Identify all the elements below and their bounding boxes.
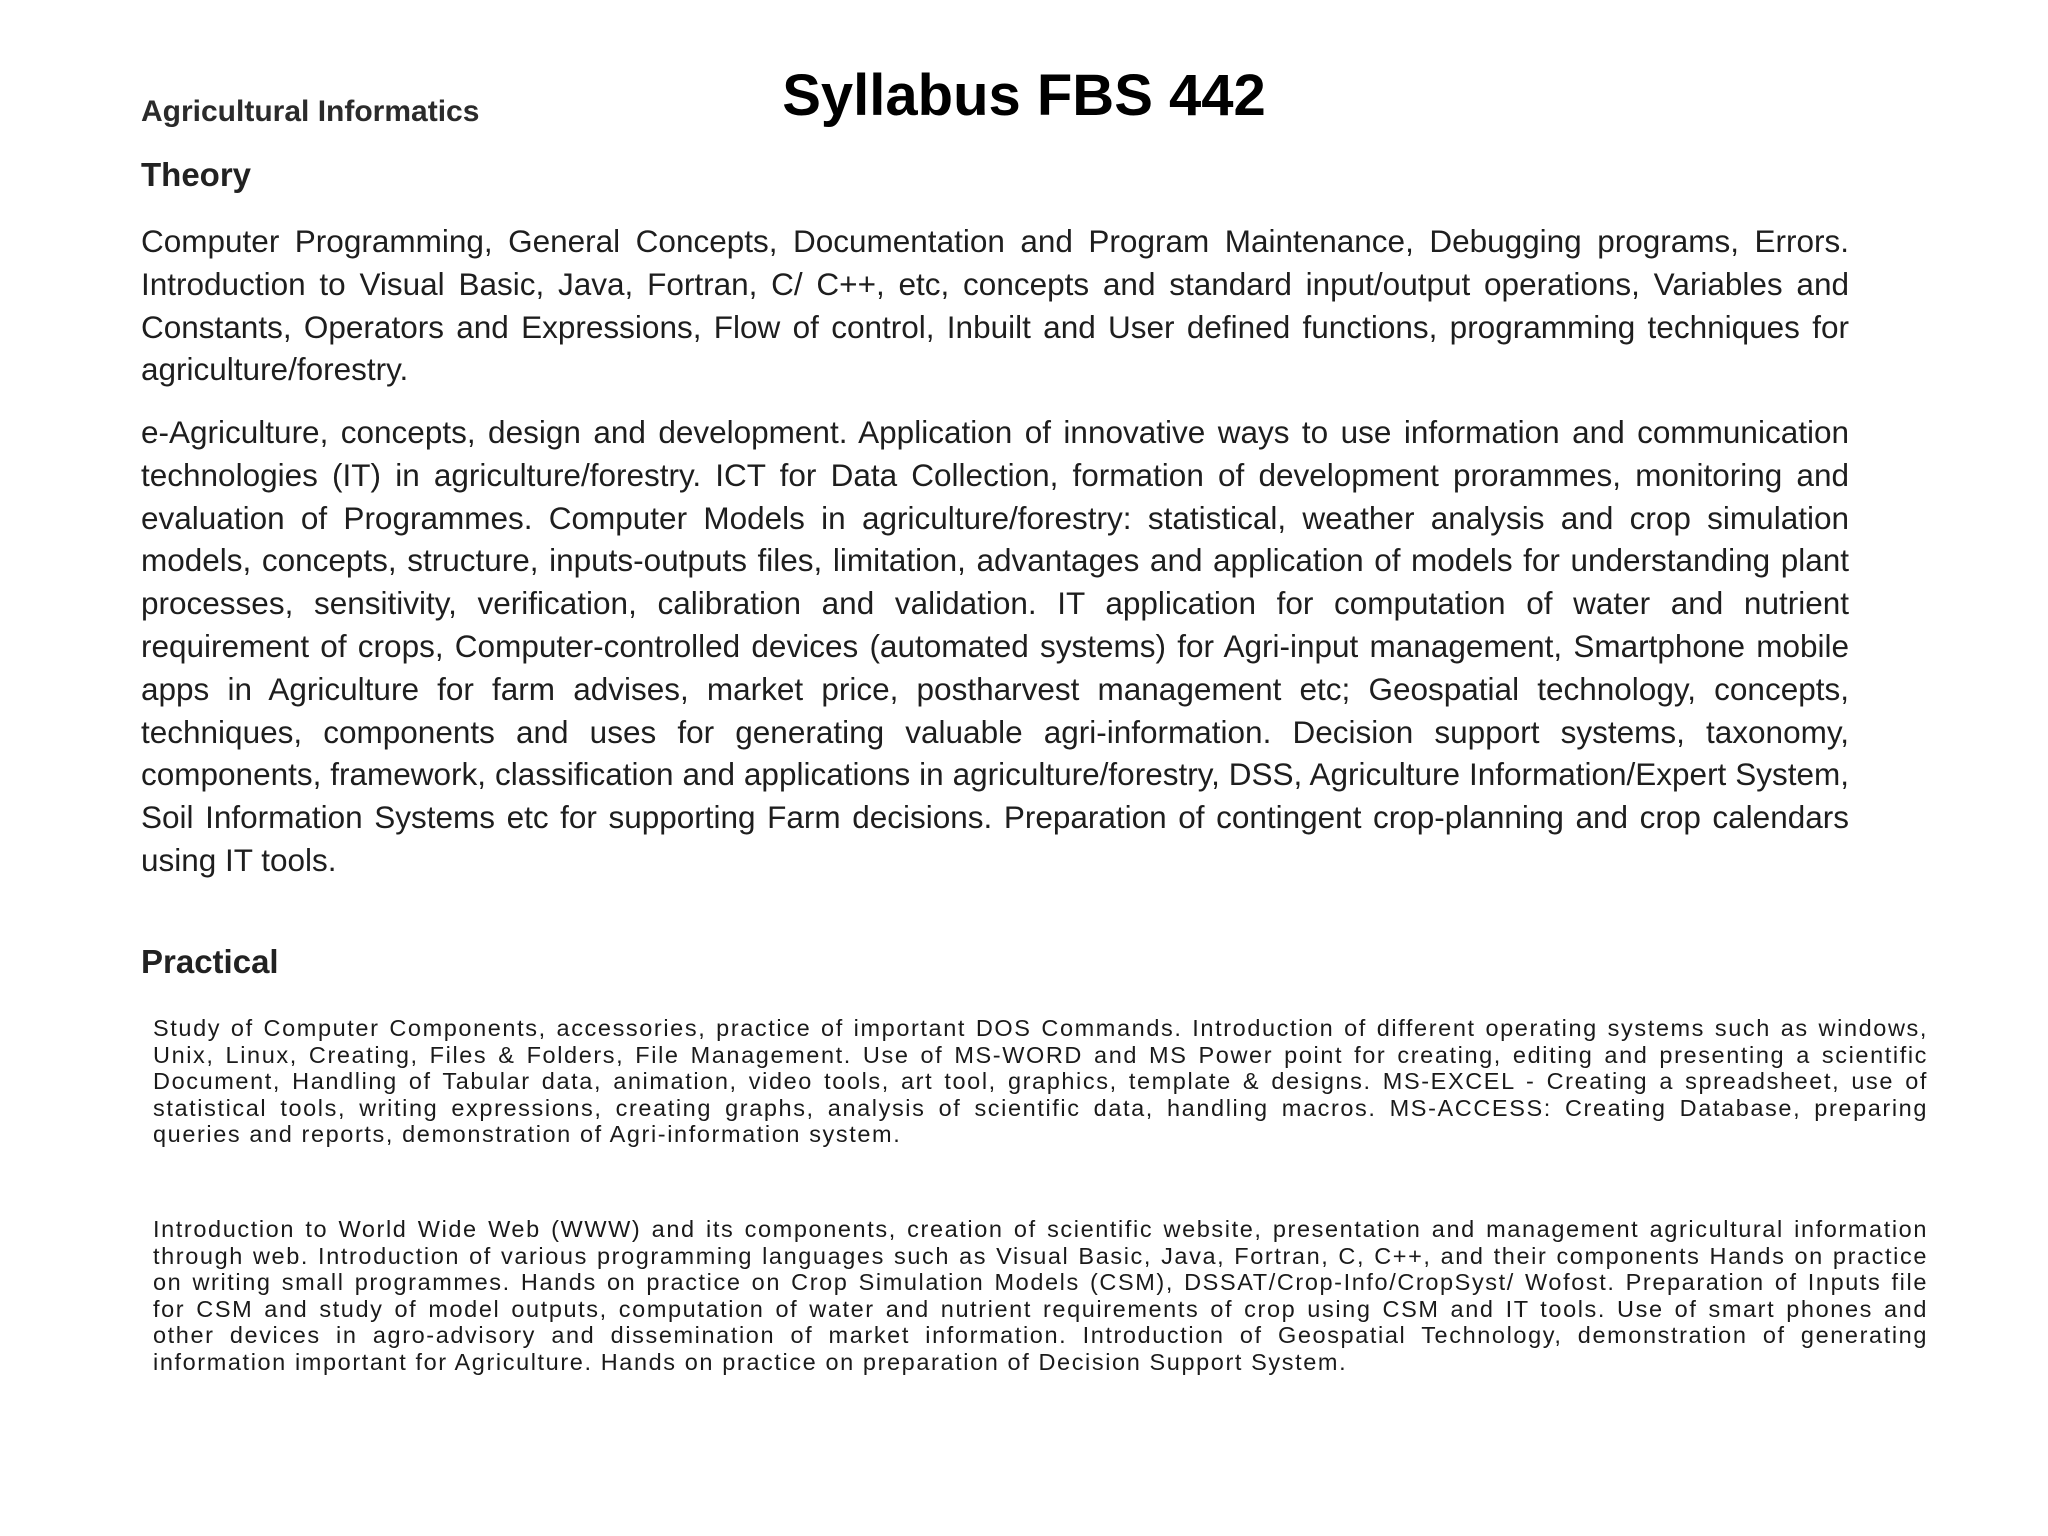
course-name: Agricultural Informatics	[141, 95, 480, 128]
theory-paragraph-2: e-Agriculture, concepts, design and development. Application of innovative ways to use information and communication technologies (IT) in agriculture/forestry. ICT for Data Collection, formation of development prorammes, monitoring and evaluation of Programmes. Computer Models in agriculture/forestry: statistical, weather analysis and crop simulation models, concepts, structure, inputs-outputs files, limitation, advantages and application of models for understanding plant processes, sensitivity, verification, calibration and validation. IT application for computation of water and nutrient requirement of crops, Computer-controlled devices (automated systems) for Agri-input management, Smartphone mobile apps in Agriculture for farm advises, market price, postharvest management etc; Geospatial technology, concepts, techniques, components and uses for generating valuable agri-information. Decision support systems, taxonomy, components, framework, classification and applications in agriculture/forestry, DSS, Agriculture Information/Expert System, Soil Information Systems etc for supporting Farm decisions. Preparation of contingent crop-planning and crop calendars using IT tools.	[141, 414, 1849, 878]
practical-paragraph-2: Introduction to World Wide Web (WWW) and its components, creation of scientific website, presentation and management agricultural information through web. Introduction of various programming languages such as Visual Basic, Java, Fortran, C, C++, and their components Hands on practice on writing small programmes. Hands on practice on Crop Simulation Models (CSM), DSSAT/Crop-Info/CropSyst/ Wofost. Preparation of Inputs file for CSM and study of model outputs, computation of water and nutrient requirements of crop using CSM and IT tools. Use of smart phones and other devices in agro-advisory and dissemination of market information. Introduction of Geospatial Technology, demonstration of generating information important for Agriculture. Hands on practice on preparation of Decision Support System.	[153, 1216, 1928, 1375]
practical-heading: Practical	[141, 943, 279, 980]
practical-paragraph-1: Study of Computer Components, accessories, practice of important DOS Commands. Introduction of different operating systems such as windows, Unix, Linux, Creating, Files & Folders, File Management. Use of MS-WORD and MS Power point for creating, editing and presenting a scientific Document, Handling of Tabular data, animation, video tools, art tool, graphics, template & designs. MS-EXCEL - Creating a spreadsheet, use of statistical tools, writing expressions, creating graphs, analysis of scientific data, handling macros. MS-ACCESS: Creating Database, preparing queries and reports, demonstration of Agri-information system.	[153, 1015, 1928, 1148]
theory-paragraph-1: Computer Programming, General Concepts, Documentation and Program Maintenance, Debugging programs, Errors. Introduction to Visual Basic, Java, Fortran, C/ C++, etc, concepts and standard input/output operations, Variables and Constants, Operators and Expressions, Flow of control, Inbuilt and User defined functions, programming techniques for agriculture/forestry.	[141, 223, 1849, 388]
slide-title: Syllabus FBS 442	[782, 63, 1266, 128]
theory-heading: Theory	[141, 156, 252, 193]
